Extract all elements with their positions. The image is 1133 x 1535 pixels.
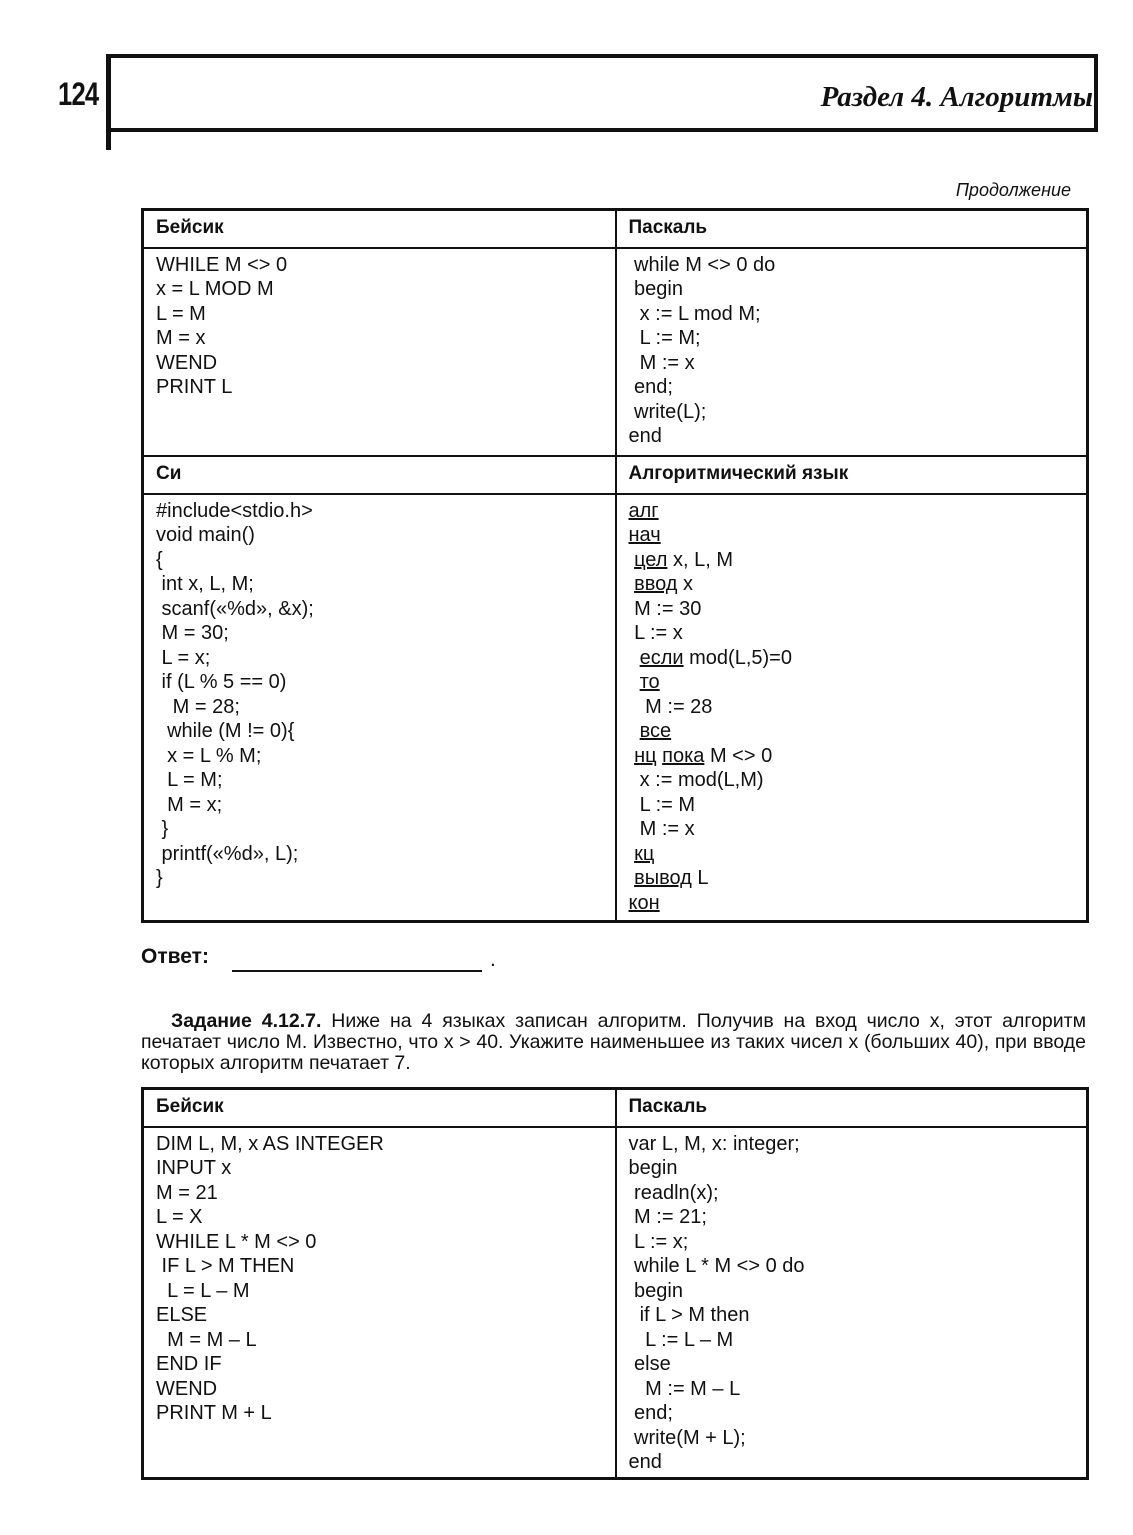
code-line: WHILE L * M <> 0 xyxy=(156,1230,317,1253)
code-line: var L, M, x: integer; xyxy=(628,1132,800,1155)
keyword: кц xyxy=(634,842,655,865)
code-line: end; xyxy=(628,1402,673,1424)
code-line: x = L % M; xyxy=(156,744,262,767)
code-line: M := 28 xyxy=(645,695,713,718)
code-line: DIM L, M, x AS INTEGER xyxy=(156,1132,384,1155)
code-line: L = M xyxy=(156,302,206,325)
code-line: M = 30; xyxy=(156,622,229,644)
pascal-code-2 xyxy=(616,1127,1088,1479)
code-line: while (M != 0){ xyxy=(156,720,295,742)
code-line xyxy=(629,719,1075,744)
code-line: void main() xyxy=(156,524,255,546)
code-line: L := M; xyxy=(628,327,701,349)
code-line: INPUT x xyxy=(156,1157,232,1179)
code-line: L := M xyxy=(639,793,696,816)
code-line: M = M – L xyxy=(156,1328,257,1351)
code-line: WEND xyxy=(156,351,218,374)
code-line: M = x xyxy=(156,327,206,349)
code-line: M := x xyxy=(628,351,695,374)
keyword: алг xyxy=(628,499,659,522)
task-body: Ниже на 4 языках записан алгоритм. Получив на вход число x, этот алгоритм печатает число M. Известно, что x > 40. Укажите наименьшее из таких чисел x (больших 40), при вводе которых алгоритм печатает 7. xyxy=(141,1010,1086,1074)
code-line: ELSE xyxy=(156,1304,208,1326)
code-line: WHILE M <> 0 xyxy=(156,253,288,276)
code-line xyxy=(629,499,1075,524)
code-line: end xyxy=(628,425,662,447)
code-line: M = x; xyxy=(156,793,223,816)
code-line: { xyxy=(156,548,163,571)
code-line: x := L mod M; xyxy=(628,302,761,325)
code-line: L := x xyxy=(634,622,683,644)
keyword: вывод xyxy=(634,867,692,889)
code-line: M := 30 xyxy=(634,597,702,620)
code-line: M = 21 xyxy=(156,1181,218,1204)
code-line: L := x; xyxy=(628,1230,689,1253)
code-line: L = X xyxy=(156,1206,203,1228)
basic-header-2: Бейсик xyxy=(143,1089,616,1127)
code-line: M := x xyxy=(639,818,695,840)
code-line: while L * M <> 0 do xyxy=(628,1255,805,1277)
code-line: write(M + L); xyxy=(628,1426,746,1449)
code-line: while M <> 0 do xyxy=(628,253,776,276)
pascal-header-2: Паскаль xyxy=(616,1089,1088,1127)
code-line xyxy=(629,670,1075,695)
code-line: L := L – M xyxy=(628,1328,734,1351)
task-number: Задание 4.12.7. xyxy=(171,1010,322,1032)
answer-dot: . xyxy=(490,948,496,971)
header-frame-leg xyxy=(106,128,111,150)
code-line: if L > M then xyxy=(628,1304,750,1326)
code-table-2 xyxy=(141,1087,1089,1480)
basic-header: Бейсик xyxy=(143,210,616,248)
code-line: M := M – L xyxy=(628,1377,741,1400)
code-line: PRINT L xyxy=(156,376,233,398)
code-line: #include<stdio.h> xyxy=(156,499,313,522)
keyword: цел xyxy=(634,548,668,571)
code-line: x := mod(L,M) xyxy=(639,769,764,791)
keyword: нц xyxy=(634,744,657,767)
code-table-1 xyxy=(141,208,1089,923)
answer-label: Ответ: xyxy=(141,945,209,968)
code-line: L = L – M xyxy=(156,1279,250,1302)
code-line: } xyxy=(156,867,163,889)
code-line: x = L MOD M xyxy=(156,278,274,300)
code-line: } xyxy=(156,818,169,840)
code-line: PRINT M + L xyxy=(156,1402,272,1424)
code-line: write(L); xyxy=(628,400,707,423)
task-text xyxy=(141,1011,1086,1074)
c-code xyxy=(143,494,616,922)
algo-code xyxy=(616,494,1088,922)
keyword: если xyxy=(639,646,684,669)
code-line: int x, L, M; xyxy=(156,573,254,595)
pascal-header: Паскаль xyxy=(616,210,1088,248)
code-line: end; xyxy=(628,376,673,398)
code-line: end xyxy=(628,1451,662,1473)
c-header: Си xyxy=(143,456,616,494)
section-title: Раздел 4. Алгоритмы xyxy=(820,81,1093,113)
keyword: пока xyxy=(662,744,705,767)
code-line: L = x; xyxy=(156,646,211,669)
pascal-code xyxy=(616,248,1088,456)
keyword: все xyxy=(639,720,672,742)
code-line: L = M; xyxy=(156,769,223,791)
code-line xyxy=(629,842,1075,867)
answer-blank[interactable] xyxy=(232,970,482,972)
basic-code-2 xyxy=(143,1127,616,1479)
code-line: readln(x); xyxy=(628,1181,719,1204)
code-line: END IF xyxy=(156,1353,222,1375)
code-line: else xyxy=(628,1353,671,1375)
code-line xyxy=(629,891,1075,916)
code-line: begin xyxy=(628,278,683,300)
code-line: WEND xyxy=(156,1377,218,1400)
code-line: M = 28; xyxy=(156,695,240,718)
continuation-label: Продолжение xyxy=(955,180,1071,200)
code-line: M := 21; xyxy=(628,1206,707,1228)
algo-header: Алгоритмический язык xyxy=(616,456,1088,494)
code-line: begin xyxy=(628,1157,678,1179)
code-line: IF L > M THEN xyxy=(156,1255,295,1277)
page-number: 124 xyxy=(58,76,99,112)
code-line: scanf(«%d», &x); xyxy=(156,597,314,620)
keyword: нач xyxy=(628,524,661,546)
code-line: if (L % 5 == 0) xyxy=(156,671,287,693)
code-line: цел x, L, M xyxy=(634,548,733,571)
keyword: то xyxy=(639,671,660,693)
keyword: кон xyxy=(628,891,660,914)
code-line: begin xyxy=(628,1279,683,1302)
code-line: если mod(L,5)=0 xyxy=(639,646,792,669)
code-line: вывод L xyxy=(634,867,709,889)
basic-code xyxy=(143,248,616,456)
code-line: ввод x xyxy=(634,573,694,595)
code-line: нц пока M <> 0 xyxy=(634,744,773,767)
keyword: ввод xyxy=(634,573,678,595)
code-line: printf(«%d», L); xyxy=(156,842,299,865)
code-line xyxy=(629,523,1075,548)
